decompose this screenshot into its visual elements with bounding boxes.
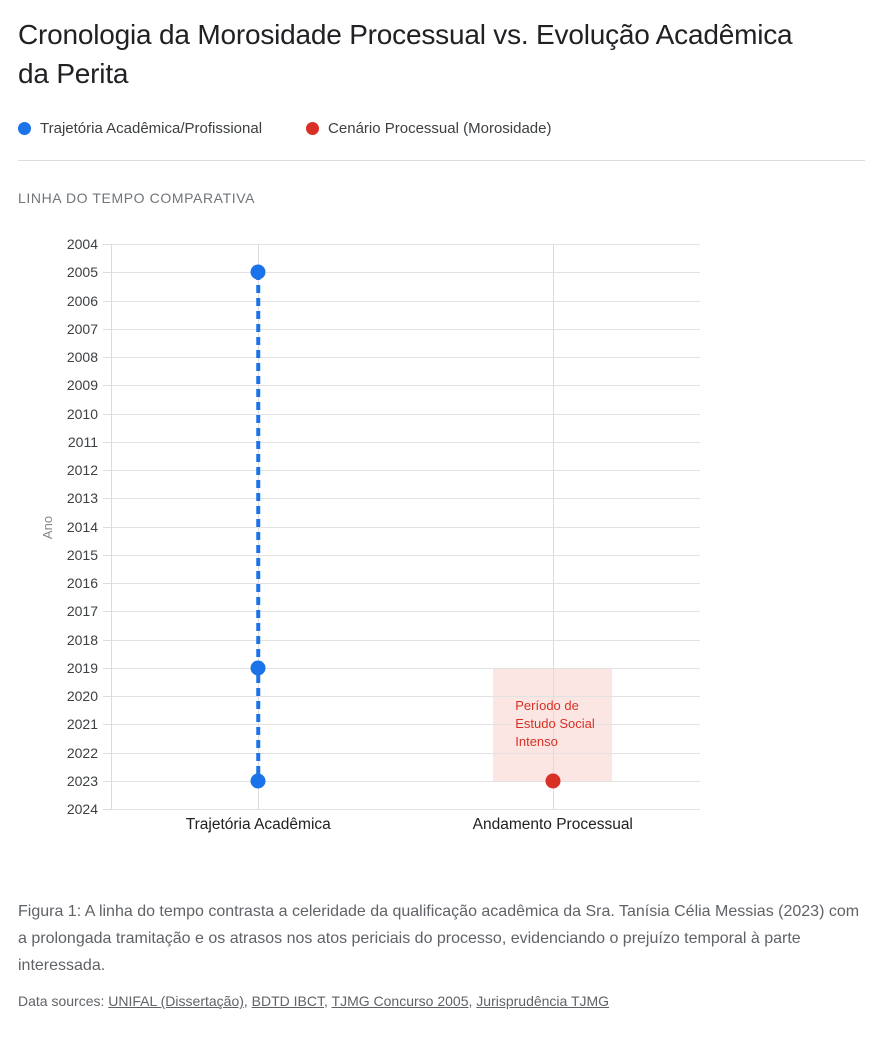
y-tick-mark: [103, 696, 111, 697]
legend-label-academic: Trajetória Acadêmica/Profissional: [40, 120, 263, 137]
y-tick-label: 2004: [66, 236, 98, 252]
gridline-year-2018: [111, 640, 700, 641]
y-tick-label: 2024: [66, 801, 98, 817]
page-title: Cronologia da Morosidade Processual vs. Evolução Acadêmica da Perita: [18, 19, 793, 89]
gridline-year-2017: [111, 611, 700, 612]
y-tick-mark: [103, 724, 111, 725]
y-tick-mark: [103, 583, 111, 584]
x-category-label: Andamento Processual: [472, 816, 633, 833]
y-tick-label: 2009: [66, 377, 98, 394]
y-tick-label: 2017: [66, 603, 98, 620]
y-axis-line: [111, 244, 112, 809]
page: [0, 15, 883, 1025]
y-tick-label: 2005: [66, 264, 98, 281]
gridline-year-2024: [111, 809, 700, 810]
gridline-year-2022: [111, 753, 700, 754]
y-tick-label: 2016: [66, 575, 98, 591]
header-divider: [18, 160, 865, 161]
red-dot-icon: [306, 122, 319, 135]
data-sources-links: UNIFAL (Dissertação), BDTD IBCT, TJMG Concurso 2005, Jurisprudência TJMG: [108, 993, 610, 1009]
y-tick-label: 2022: [66, 744, 98, 761]
legend-item-academic: [18, 120, 262, 137]
y-tick-mark: [103, 414, 111, 415]
data-point-2023[interactable]: [251, 773, 266, 788]
y-tick-mark: [103, 357, 111, 358]
gridline-year-2007: [111, 329, 700, 330]
data-source-link[interactable]: UNIFAL (Dissertação): [108, 993, 244, 1009]
y-tick-label: 2018: [66, 631, 98, 648]
y-tick-mark: [103, 498, 111, 499]
y-tick-mark: [103, 301, 111, 302]
gridline-year-2010: [111, 414, 700, 415]
gridline-year-2014: [111, 527, 700, 528]
y-tick-mark: [103, 470, 111, 471]
y-tick-mark: [103, 527, 111, 528]
y-tick-mark: [103, 329, 111, 330]
gridline-year-2019: [111, 668, 700, 669]
data-source-link[interactable]: TJMG Concurso 2005: [331, 993, 469, 1009]
gridline-year-2008: [111, 357, 700, 358]
y-tick-mark: [103, 753, 111, 754]
data-source-link[interactable]: Jurisprudência TJMG: [476, 993, 610, 1009]
y-tick-mark: [103, 442, 111, 443]
legend: [18, 120, 865, 137]
y-tick-label: 2007: [66, 320, 98, 337]
highlight-region-label: Período de Estudo Social Intenso: [515, 697, 595, 749]
legend-item-processual: [306, 120, 551, 137]
y-tick-mark: [103, 272, 111, 273]
y-tick-label: 2014: [66, 518, 98, 535]
y-tick-label: 2021: [66, 716, 98, 733]
gridline-year-2009: [111, 385, 700, 386]
y-tick-mark: [103, 611, 111, 612]
section-label: LINHA DO TEMPO COMPARATIVA: [18, 190, 256, 206]
gridline-year-2005: [111, 272, 700, 273]
blue-dot-icon: [18, 122, 31, 135]
y-tick-label: 2012: [66, 462, 98, 478]
academic-series-connector-line: [257, 272, 261, 781]
gridline-year-2013: [111, 498, 700, 499]
gridline-year-2016: [111, 583, 700, 584]
data-point-2019[interactable]: [251, 660, 266, 675]
data-point-2023[interactable]: [545, 773, 560, 788]
y-tick-label: 2006: [66, 292, 98, 309]
y-tick-label: 2015: [66, 546, 98, 563]
y-tick-mark: [103, 668, 111, 669]
y-tick-label: 2020: [66, 688, 98, 704]
x-category-label: Trajetória Acadêmica: [185, 816, 331, 833]
y-tick-mark: [103, 555, 111, 556]
y-tick-mark: [103, 244, 111, 245]
legend-label-processual: Cenário Processual (Morosidade): [328, 120, 552, 137]
timeline-chart: [18, 237, 758, 837]
y-tick-mark: [103, 385, 111, 386]
gridline-year-2006: [111, 301, 700, 302]
y-tick-label: 2011: [67, 433, 98, 450]
gridline-year-2012: [111, 470, 700, 471]
y-tick-label: 2019: [66, 659, 98, 676]
y-tick-mark: [103, 781, 111, 782]
data-sources-label: Data sources:: [18, 993, 105, 1009]
y-tick-mark: [103, 809, 111, 810]
figure-caption: Figura 1: A linha do tempo contrasta a celeridade da qualificação acadêmica da Sra. Tanísia Célia Messias (2023) com a prolongada tramitação e os atrasos nos atos periciais do processo, evidenciando o prejuízo temporal à parte interessada.: [18, 903, 860, 974]
y-axis-title: Ano: [40, 515, 56, 540]
y-tick-label: 2013: [66, 490, 98, 507]
data-source-link[interactable]: BDTD IBCT: [251, 993, 325, 1009]
gridline-year-2020: [111, 696, 700, 697]
gridline-year-2015: [111, 555, 700, 556]
y-tick-label: 2010: [66, 405, 98, 422]
y-tick-label: 2023: [66, 772, 98, 789]
gridline-year-2004: [111, 244, 700, 245]
data-sources: [18, 993, 865, 1009]
y-tick-label: 2008: [66, 349, 98, 365]
gridline-year-2023: [111, 781, 700, 782]
y-tick-mark: [103, 640, 111, 641]
data-point-2005[interactable]: [251, 265, 266, 280]
gridline-year-2011: [111, 442, 700, 443]
gridline-year-2021: [111, 724, 700, 725]
